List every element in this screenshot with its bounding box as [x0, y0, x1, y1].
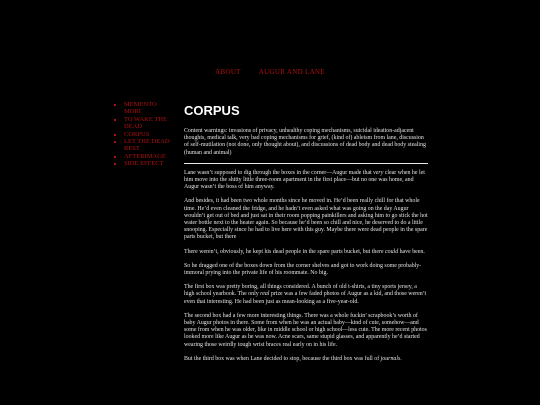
- nav-link-about[interactable]: ABOUT: [215, 68, 241, 76]
- sidebar-link-side-effect[interactable]: SIDE EFFECT: [124, 160, 164, 168]
- content-warning: Content warnings: invasions of privacy, unhealthy coping mechanisms, suicidal ideation-adjacent thoughts, medical talk, very bad coping mechanisms for grief, (kind of) ableism from lane, discussion of self-mutilation (not done, only thought about), and discussions of dead body and dead body stealing (human and animal): [184, 128, 426, 156]
- sidebar-link-let-the-dead-rest[interactable]: LET THE DEAD REST: [124, 138, 170, 153]
- paragraph: And besides, it had been two whole months since he moved in. He’d been really chill for that whole time. He’d even cleaned the fridge, and he hadn’t even asked what was going on the day Augur wouldn’t get out of bed and just sat in their room popping painkillers and asking him to go stick the hot water bottle next to the heater again. So because he’d been so chill and nice, he deserved to do a little snooping. Especially since he had to live here with this guy. Maybe there were dead people in the spare parts bucket, but there: [184, 198, 428, 241]
- paragraph: The first box was pretty boring, all things considered. A bunch of old t-shirts, a tiny sports jersey, a high school yearbook. The only real prize was a few faded photos of Augur as a kid, and those weren’t even that interesting. He had been just as mean-looking as a five-year-old.: [184, 284, 427, 305]
- sidebar-item: [124, 101, 174, 116]
- sidebar-link-to-wake-the-dead[interactable]: TO WAKE THE DEAD: [124, 115, 167, 131]
- sidebar-item: [124, 138, 174, 153]
- paragraph: Lane wasn’t supposed to dig through the boxes in the corner—Augur made that very clear when he let him move into the shitty little three-room apartment in the first place—but no one was home, and Augur wasn’t the boss of him anyway.: [184, 169, 425, 191]
- sidebar-link-afterimage[interactable]: AFTERIMAGE: [124, 152, 166, 160]
- sidebar: [116, 101, 174, 168]
- paragraph: So he dragged one of the boxes down from the corner shelves and got to work doing some probably-immoral prying into the private life of his roommate. No big.: [184, 262, 422, 277]
- post-title: CORPUS: [184, 103, 240, 118]
- nav-link-augur-and-lane[interactable]: AUGUR AND LANE: [258, 68, 325, 76]
- paragraph: But the third box was when Lane decided to stop, because the third box was full of journals.: [184, 355, 402, 362]
- divider: [184, 163, 428, 164]
- sidebar-item: [124, 153, 174, 160]
- post-content: [184, 104, 428, 370]
- sidebar-link-corpus[interactable]: CORPUS: [124, 130, 150, 138]
- sidebar-list: [116, 101, 174, 168]
- paragraph: The second box had a few more interesting things. There was a whole fuckin’ scrapbook’s worth of baby Augur photos in there. Some from when he was an actual baby—kind of cute, somehow—and some from when he was older, like in middle school or high school—less cute. The more recent photos looked more like Augur as he was now. Acne scars, same stupid glasses, and apparently he’d started wearing those weirdly tough wrist braces real early on in his life.: [184, 312, 427, 348]
- top-nav: [0, 68, 540, 76]
- sidebar-item: [124, 131, 174, 138]
- sidebar-item: [124, 116, 174, 131]
- sidebar-item: [124, 160, 174, 167]
- sidebar-link-memento-mori[interactable]: MEMENTO MORI: [124, 101, 157, 116]
- paragraph: There weren’t, obviously, he kept his dead people in the spare parts bucket, but there could have been.: [184, 248, 425, 255]
